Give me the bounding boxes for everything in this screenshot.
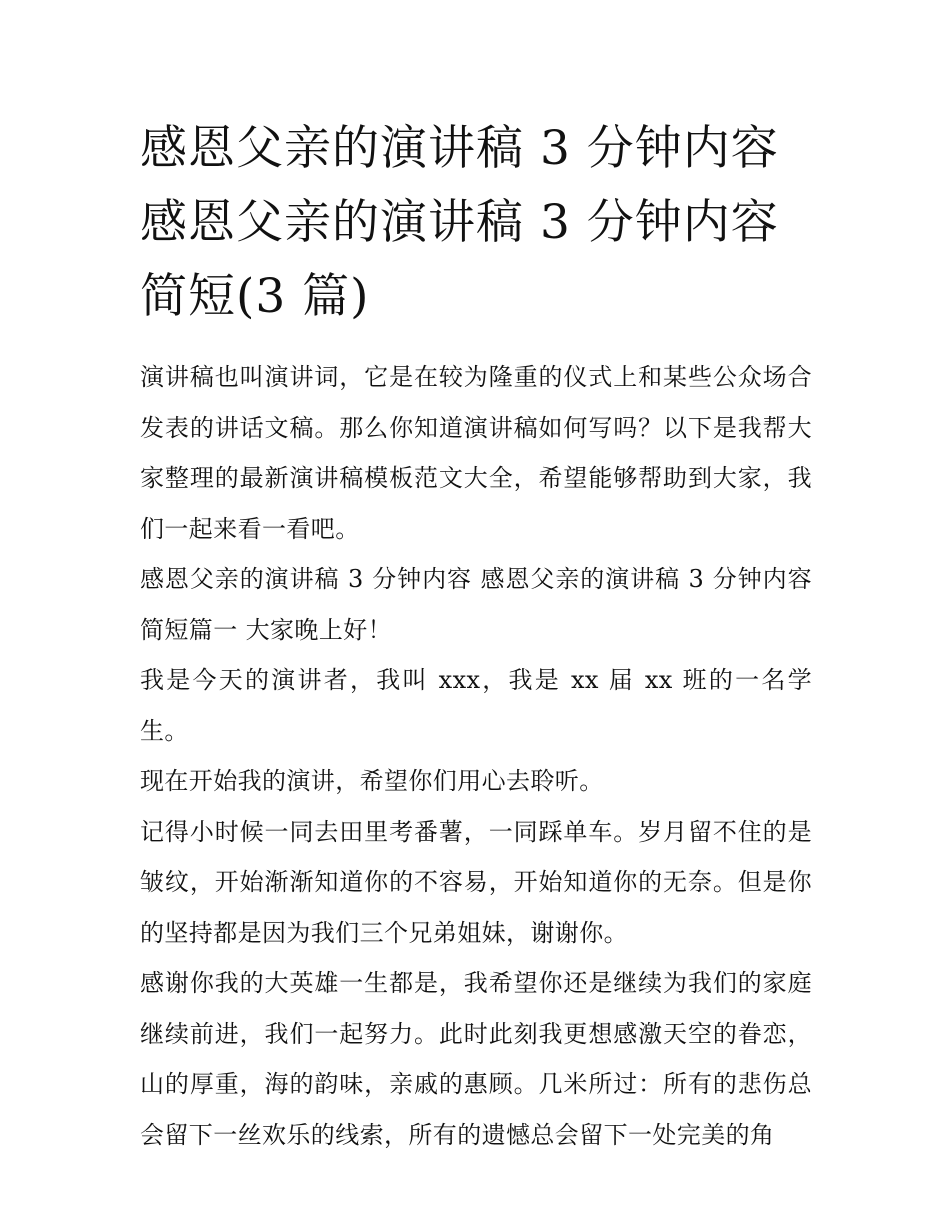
paragraph-self-intro: 我是今天的演讲者，我叫 xxx，我是 xx 届 xx 班的一名学生。 — [140, 666, 812, 745]
title-line-2: 感恩父亲的演讲稿 3 分钟内容 — [140, 195, 779, 250]
title-line-1: 感恩父亲的演讲稿 3 分钟内容 — [140, 121, 779, 176]
paragraph-intro: 演讲稿也叫演讲词，它是在较为隆重的仪式上和某些公众场合发表的讲话文稿。那么你知道演讲稿如何写吗？以下是我帮大家整理的最新演讲稿模板范文大全，希望能够帮助到大家，我们一起来看一看吧。 — [140, 363, 812, 543]
title-line-3: 简短(3 篇) — [140, 269, 370, 324]
paragraph-start-speech: 现在开始我的演讲，希望你们用心去聆听。 — [140, 767, 604, 795]
paragraph-childhood: 记得小时候一同去田里考番薯，一同踩单车。岁月留不住的是皱纹，开始渐渐知道你的不容易，开始知道你的无奈。但是你的坚持都是因为我们三个兄弟姐妹，谢谢你。 — [140, 817, 812, 947]
paragraph-gratitude: 感谢你我的大英雄一生都是，我希望你还是继续为我们的家庭继续前进，我们一起努力。此时此刻我更想感激天空的眷恋，山的厚重，海的韵味，亲戚的惠顾。几米所过：所有的悲伤总会留下一丝欢乐的线索，所有的遗憾总会留下一处完美的角 — [140, 969, 812, 1149]
paragraph-section-heading: 感恩父亲的演讲稿 3 分钟内容 感恩父亲的演讲稿 3 分钟内容简短篇一 大家晚上好！ — [140, 565, 812, 644]
document-page — [140, 112, 812, 1160]
document-title — [140, 112, 812, 334]
